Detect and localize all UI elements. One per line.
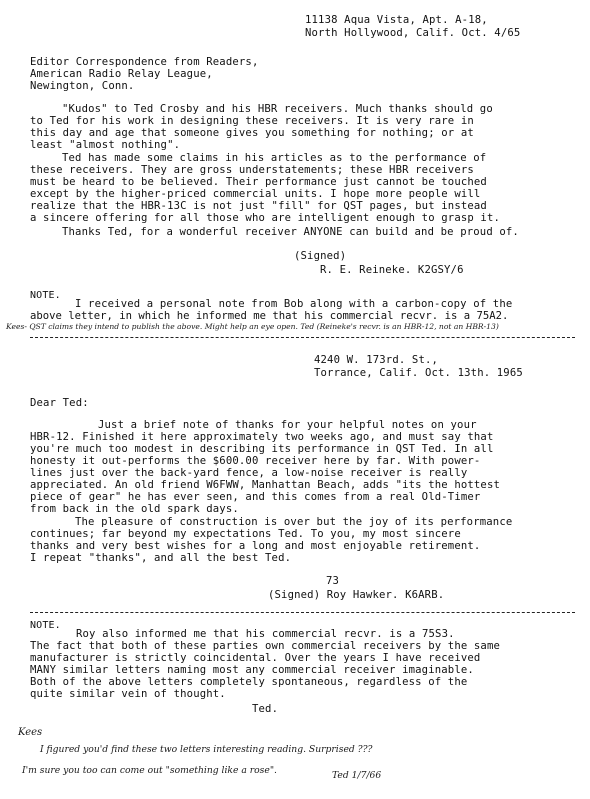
letter1-para1-line: to Ted for his work in designing these receivers. It is very rare in xyxy=(30,115,474,127)
letter2-para1-line: appreciated. An old friend W6FWW, Manhattan Beach, adds "its the hottest xyxy=(30,479,501,491)
letter2-para2-line: The pleasure of construction is over but the joy of its performance xyxy=(75,516,513,528)
note1-label: NOTE. xyxy=(30,290,61,301)
note2-line: manufacturer is strictly coincidental. Over the years I have received xyxy=(30,652,481,664)
letter1-para1-line: "Kudos" to Ted Crosby and his HBR receivers. Much thanks should go xyxy=(62,103,493,115)
letter1-para3: Thanks Ted, for a wonderful receiver ANYONE can build and be proud of. xyxy=(62,226,519,238)
note2-line: The fact that both of these parties own commercial receivers by the same xyxy=(30,640,501,652)
letter1-address-line1: 11138 Aqua Vista, Apt. A-18, xyxy=(305,14,488,26)
footnote-greeting: Kees xyxy=(18,727,43,738)
note2-line: MANY similar letters naming most any commercial receiver imaginable. xyxy=(30,664,474,676)
letter1-recipient-line: Newington, Conn. xyxy=(30,80,135,92)
letter2-para1-line: from back in the old spark days. xyxy=(30,503,239,515)
letter2-para2-line: I repeat "thanks", and all the best Ted. xyxy=(30,552,292,564)
letter2-para2-line: continues; far beyond my expectations Ted. To you, my most sincere xyxy=(30,528,461,540)
note2-signature: Ted. xyxy=(252,703,279,715)
letter2-closing: 73 xyxy=(326,575,340,587)
footnote-sign: Ted 1/7/66 xyxy=(332,770,382,781)
letter2-address-line1: 4240 W. 173rd. St., xyxy=(314,354,439,366)
letter2-para1-line: HBR-12. Finished it here approximately two weeks ago, and must say that xyxy=(30,431,494,443)
letter2-signature: (Signed) Roy Hawker. K6ARB. xyxy=(268,589,445,601)
letter1-para2-line: these receivers. They are gross understatements; these HBR receivers xyxy=(30,164,474,176)
letter1-para1-line: least "almost nothing". xyxy=(30,139,181,151)
note1-line: I received a personal note from Bob along with a carbon-copy of the xyxy=(75,298,513,310)
note1-line: above letter, in which he informed me that his commercial recvr. is a 75A2. xyxy=(30,310,509,322)
note2-label: NOTE. xyxy=(30,620,61,631)
letter1-recipient-line: Editor Correspondence from Readers, xyxy=(30,56,259,68)
letter2-para2-line: thanks and very best wishes for a long and most enjoyable retirement. xyxy=(30,540,481,552)
letter1-signed-label: (Signed) xyxy=(294,250,347,262)
letter1-para2-line: Ted has made some claims in his articles as to the performance of xyxy=(62,152,487,164)
footnote-line2: I'm sure you too can come out "something like a rose". xyxy=(22,765,277,776)
letter1-para1-line: this day and age that someone gives you something for nothing; or at xyxy=(30,127,474,139)
footnote-line1: I figured you'd find these two letters interesting reading. Surprised ??? xyxy=(40,744,373,755)
letter2-para1-line: lines just over the back-yard fence, a low-noise receiver is really xyxy=(30,467,468,479)
letter1-address-line2: North Hollywood, Calif. Oct. 4/65 xyxy=(305,27,521,39)
letter2-para1-line: you're much too modest in describing its performance in QST Ted. In all xyxy=(30,443,494,455)
note1-handwritten-annotation: Kees- QST claims they intend to publish the above. Might help an eye open. Ted (Reineke's recvr. is an HBR-12, not an HBR-13) xyxy=(6,322,499,331)
letter1-para2-line: except by the higher-priced commercial units. I hope more people will xyxy=(30,188,481,200)
letter2-para1-line: honesty it out-performs the $600.00 receiver here by far. With power- xyxy=(30,455,481,467)
letter1-para2-line: a sincere offering for all those who are intelligent enough to grasp it. xyxy=(30,212,501,224)
letter1-para2-line: must be heard to be believed. Their performance just cannot be touched xyxy=(30,176,487,188)
note1-separator xyxy=(30,337,575,338)
note2-line: Both of the above letters completely spontaneous, regardless of the xyxy=(30,676,468,688)
letter1-recipient-line: American Radio Relay League, xyxy=(30,68,213,80)
note2-line: quite similar vein of thought. xyxy=(30,688,226,700)
letter1-signature: R. E. Reineke. K2GSY/6 xyxy=(320,264,464,276)
letter1-para2-line: realize that the HBR-13C is not just "fill" for QST pages, but instead xyxy=(30,200,487,212)
letter2-address-line2: Torrance, Calif. Oct. 13th. 1965 xyxy=(314,367,523,379)
note2-separator xyxy=(30,612,575,613)
letter2-salutation: Dear Ted: xyxy=(30,397,89,409)
letter2-para1-line: Just a brief note of thanks for your helpful notes on your xyxy=(98,419,477,431)
letter2-para1-line: piece of gear" he has ever seen, and this comes from a real Old-Timer xyxy=(30,491,481,503)
note2-line: Roy also informed me that his commercial recvr. is a 75S3. xyxy=(76,628,455,640)
